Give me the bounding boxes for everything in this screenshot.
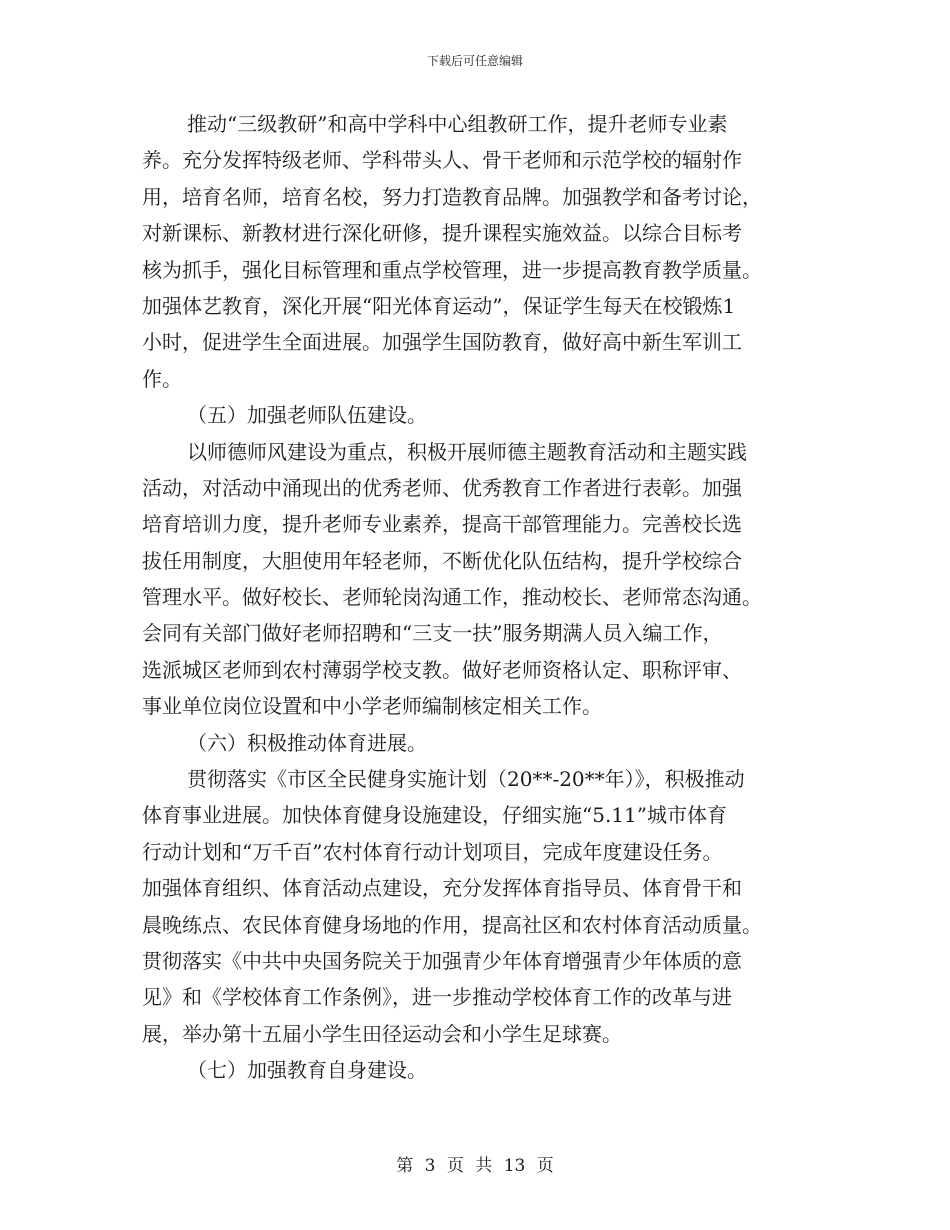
- paragraph-line: 行动计划和“万千百”农村体育行动计划项目，完成年度建设任务。: [142, 839, 723, 864]
- page-footer: 第 3 页 共 13 页: [396, 1156, 554, 1176]
- paragraph-line: 贯彻落实《市区全民健身实施计划（20**-20**年）》，积极推动: [187, 767, 745, 792]
- paragraph-line: 贯彻落实《中共中央国务院关于加强青少年体育增强青少年体质的意: [142, 948, 742, 973]
- paragraph-line: 加强体艺教育，深化开展“阳光体育运动”，保证学生每天在校锻炼1: [142, 293, 736, 318]
- paragraph-line: 核为抓手，强化目标管理和重点学校管理，进一步提高教育教学质量。: [142, 257, 762, 282]
- paragraph-line: 晨晚练点、农民体育健身场地的作用，提高社区和农村体育活动质量。: [142, 912, 762, 937]
- document-body: [142, 106, 822, 1089]
- paragraph-line: 展，举办第十五届小学生田径运动会和小学生足球赛。: [142, 1021, 622, 1046]
- paragraph-line: 培育培训力度，提升老师专业素养，提高干部管理能力。完善校长选: [142, 512, 742, 537]
- section-heading: （七）加强教育自身建设。: [187, 1058, 427, 1083]
- paragraph-line: 小时，促进学生全面进展。加强学生国防教育，做好高中新生军训工: [142, 330, 742, 355]
- paragraph-line: 活动，对活动中涌现出的优秀老师、优秀教育工作者进行表彰。加强: [142, 475, 742, 500]
- paragraph-line: 事业单位岗位设置和中小学老师编制核定相关工作。: [142, 694, 602, 719]
- section-heading: （五）加强老师队伍建设。: [187, 403, 427, 428]
- paragraph-line: 管理水平。做好校长、老师轮岗沟通工作，推动校长、老师常态沟通。: [142, 585, 762, 610]
- paragraph-line: 推动“三级教研”和高中学科中心组教研工作，提升老师专业素: [187, 112, 728, 136]
- paragraph-line: 选派城区老师到农村薄弱学校支教。做好老师资格认定、职称评审、: [142, 657, 742, 682]
- paragraph-line: 作。: [142, 366, 182, 391]
- paragraph-line: 养。充分发挥特级老师、学科带头人、骨干老师和示范学校的辐射作: [142, 148, 742, 173]
- paragraph-line: 会同有关部门做好老师招聘和“三支一扶”服务期满人员入编工作，: [142, 621, 723, 646]
- paragraph-line: 对新课标、新教材进行深化研修，提升课程实施效益。以综合目标考: [142, 221, 742, 246]
- section-heading: （六）积极推动体育进展。: [187, 730, 427, 755]
- paragraph-line: 拔任用制度，大胆使用年轻老师，不断优化队伍结构，提升学校综合: [142, 548, 742, 573]
- page-header: 下载后可任意编辑: [426, 54, 523, 68]
- paragraph-line: 见》和《学校体育工作条例》，进一步推动学校体育工作的改革与进: [142, 985, 732, 1010]
- paragraph-line: 用，培育名师，培育名校，努力打造教育品牌。加强教学和备考讨论，: [142, 184, 762, 209]
- paragraph-line: 体育事业进展。加快体育健身设施建设，仔细实施“5.11”城市体育: [142, 803, 727, 828]
- paragraph-line: 加强体育组织、体育活动点建设，充分发挥体育指导员、体育骨干和: [142, 876, 742, 901]
- paragraph-line: 以师德师风建设为重点，积极开展师德主题教育活动和主题实践: [187, 439, 747, 464]
